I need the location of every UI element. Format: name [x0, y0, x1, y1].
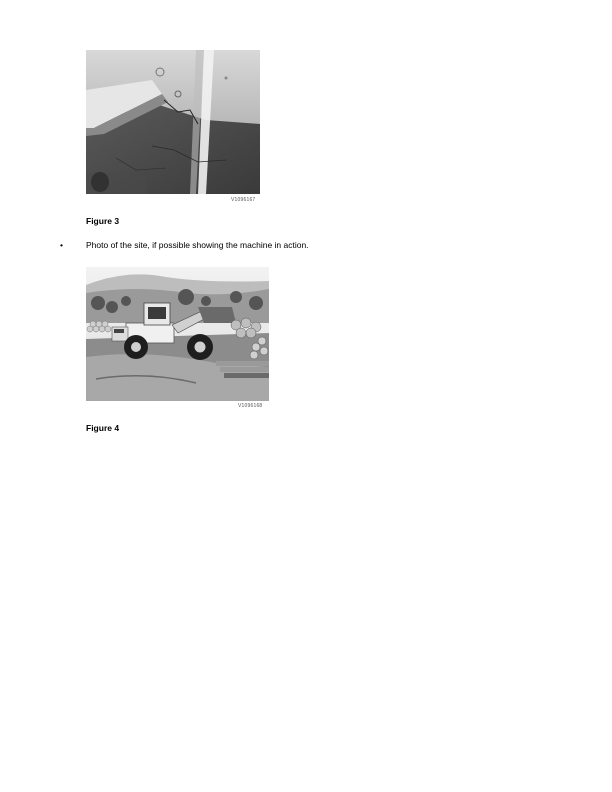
bullet-glyph: • [60, 240, 63, 250]
bullet-text: Photo of the site, if possible showing the machine in action. [86, 240, 309, 250]
figure-3-image-id: V1096167 [231, 197, 256, 203]
figure-3-photo [86, 50, 260, 194]
figure-4-photo [86, 267, 269, 401]
figure-3-caption: Figure 3 [86, 216, 120, 226]
bullet-item [60, 240, 460, 250]
figure-4-caption: Figure 4 [86, 423, 120, 433]
figure-4-image-id: V1096168 [238, 403, 263, 409]
